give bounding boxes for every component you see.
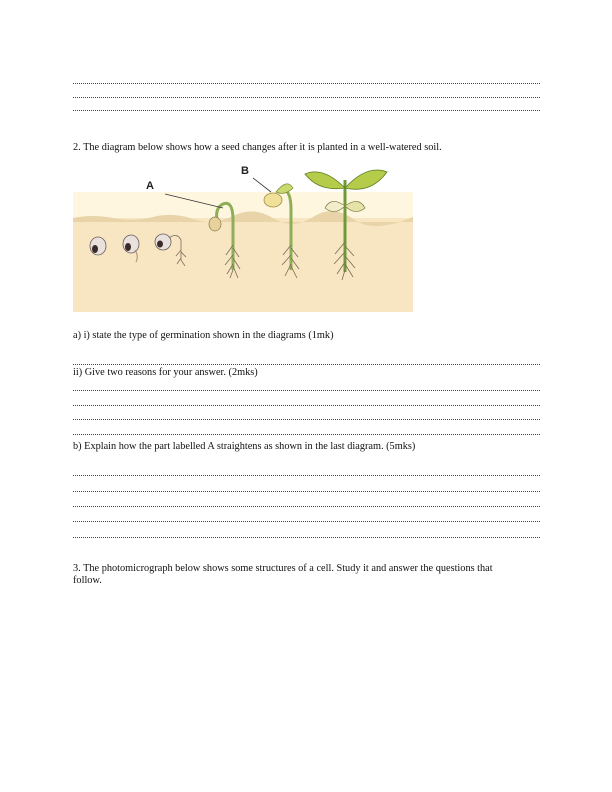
question-2b: b) Explain how the part labelled A straightens as shown in the last diagram. (5mks)	[73, 441, 416, 452]
answer-line[interactable]	[73, 398, 540, 406]
answer-line[interactable]	[73, 357, 540, 365]
answer-line[interactable]	[73, 103, 540, 111]
question-2a-ii: ii) Give two reasons for your answer. (2mks)	[73, 367, 258, 378]
question-2a-i: a) i) state the type of germination shown in the diagrams (1mk)	[73, 330, 334, 341]
answer-line[interactable]	[73, 90, 540, 98]
diagram-label-a: A	[146, 180, 154, 192]
answer-line[interactable]	[73, 484, 540, 492]
answer-line[interactable]	[73, 499, 540, 507]
answer-line[interactable]	[73, 468, 540, 476]
answer-line[interactable]	[73, 514, 540, 522]
diagram-label-b: B	[241, 165, 249, 177]
question-2-intro: 2. The diagram below shows how a seed changes after it is planted in a well-watered soil.	[73, 142, 442, 153]
answer-line[interactable]	[73, 427, 540, 435]
answer-line[interactable]	[73, 76, 540, 84]
seed-germination-diagram	[73, 160, 413, 312]
pointer-line-b	[253, 178, 271, 192]
answer-line[interactable]	[73, 383, 540, 391]
seed-stage-1	[90, 237, 106, 255]
answer-line[interactable]	[73, 530, 540, 538]
soil-area	[73, 218, 413, 312]
answer-line[interactable]	[73, 412, 540, 420]
question-3-intro: 3. The photomicrograph below shows some structures of a cell. Study it and answer the questions that follow.	[73, 563, 493, 586]
